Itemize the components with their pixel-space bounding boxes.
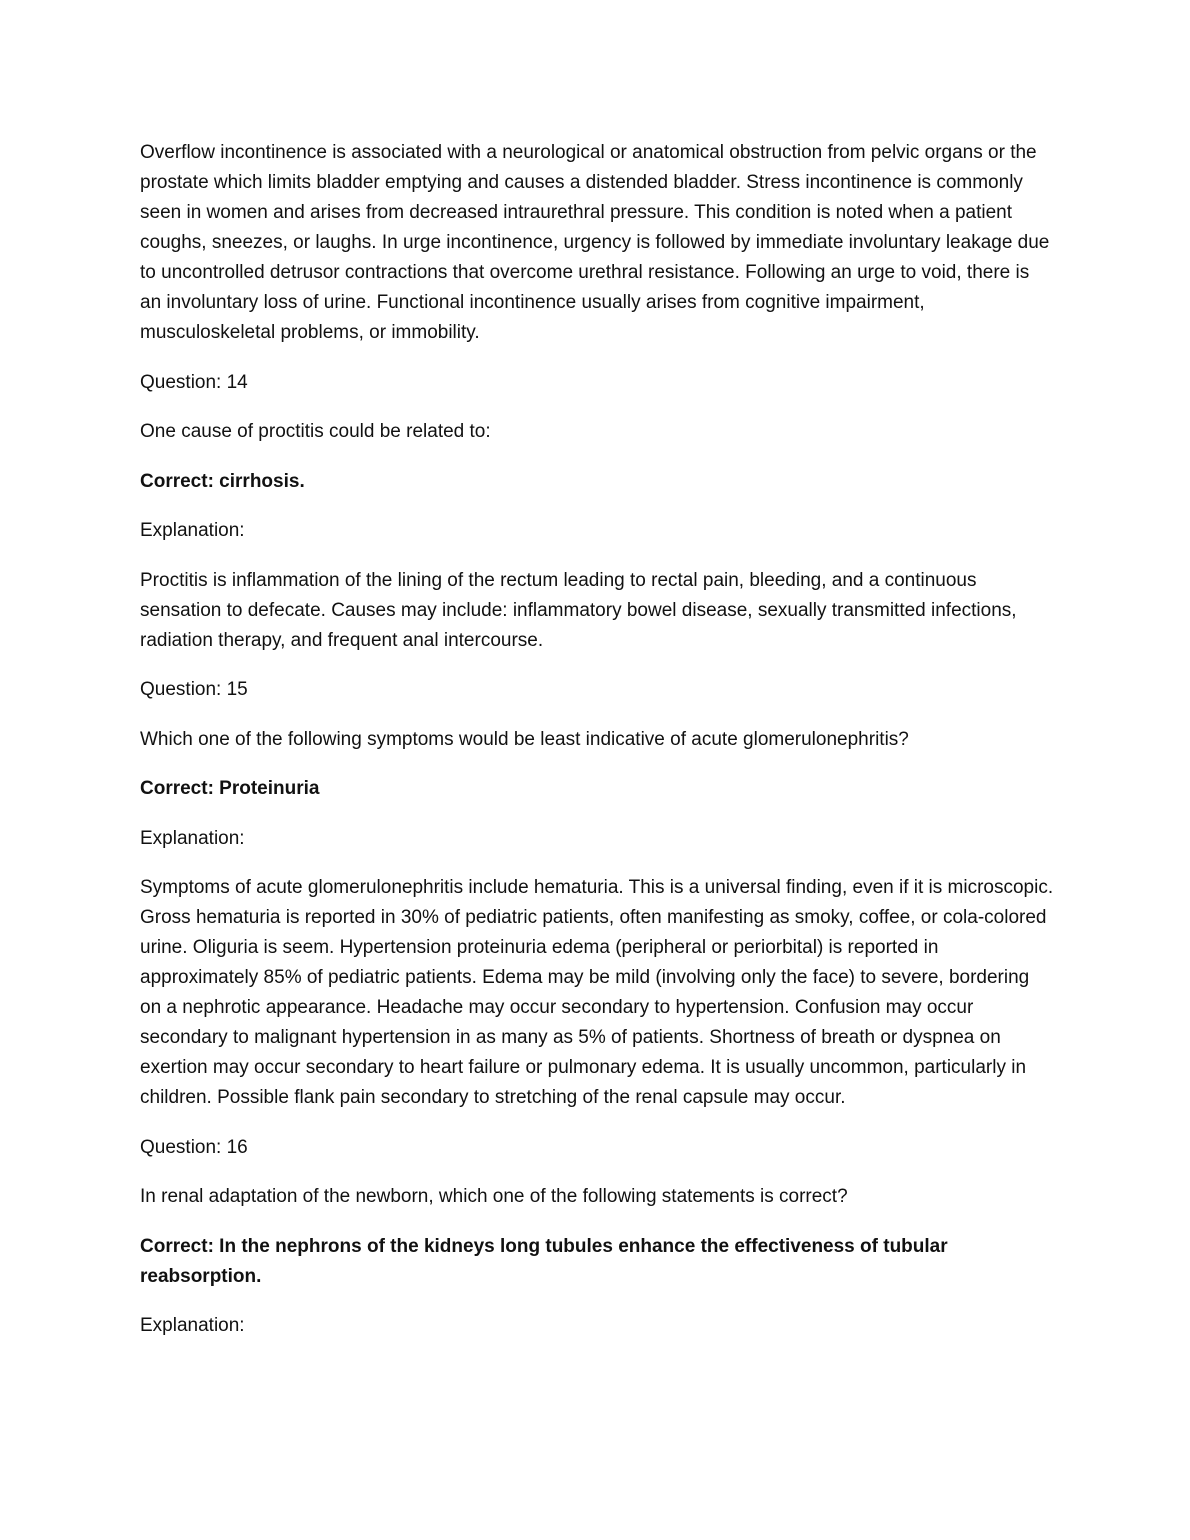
question-text: In renal adaptation of the newborn, which one of the following statements is correct? [140, 1186, 848, 1207]
explanation-text: Symptoms of acute glomerulonephritis include hematuria. This is a universal finding, even if it is microscopic. Gross hematuria is reported in 30% of pediatric patients, often manifesting as smoky, coffee, or cola-colored urine. Oliguria is seem. Hypertension proteinuria edema (peripheral or periorbital) is reported in approximately 85% of pediatric patients. Edema may be mild (involving only the face) to severe, bordering on a nephrotic appearance. Headache may occur secondary to hypertension. Confusion may occur secondary to malignant hypertension in as many as 5% of patients. Shortness of breath or dyspnea on exertion may occur secondary to heart failure or pulmonary edema. It is usually uncommon, particularly in children. Possible flank pain secondary to stretching of the renal capsule may occur. [140, 877, 1054, 1108]
question-number: Question: 14 [140, 371, 248, 393]
intro-paragraph: Overflow incontinence is associated with a neurological or anatomical obstruction from pelvic organs or the prostate which limits bladder emptying and causes a distended bladder. Stress incontinence is commonly seen in women and arises from decreased intraurethral pressure. This condition is noted when a patient coughs, sneezes, or laughs. In urge incontinence, urgency is followed by immediate involuntary leakage due to uncontrolled detrusor contractions that overcome urethral resistance. Following an urge to void, there is an involuntary loss of urine. Functional incontinence usually arises from cognitive impairment, musculoskeletal problems, or immobility. [140, 142, 1050, 343]
question-block-16 [140, 1133, 1055, 1342]
question-number: Question: 15 [140, 679, 248, 700]
correct-answer: Correct: Proteinuria [140, 778, 320, 799]
explanation-text: Proctitis is inflammation of the lining of the rectum leading to rectal pain, bleeding, and a continuous sensation to defecate. Causes may include: inflammatory bowel disease, sexually transmitted infections, radiation therapy, and frequent anal intercourse. [140, 569, 1017, 651]
question-text: One cause of proctitis could be related to: [140, 421, 491, 442]
explanation-label: Explanation: [140, 827, 245, 849]
correct-answer: Correct: In the nephrons of the kidneys long tubules enhance the effectiveness of tubular reabsorption. [140, 1235, 948, 1287]
correct-answer: Correct: cirrhosis. [140, 470, 305, 492]
question-text: Which one of the following symptoms would be least indicative of acute glomerulonephritis? [140, 728, 909, 750]
question-block-14 [140, 368, 1055, 656]
question-block-15 [140, 675, 1055, 1113]
explanation-label: Explanation: [140, 520, 245, 541]
document-page [140, 138, 1055, 1361]
explanation-label: Explanation: [140, 1315, 245, 1336]
question-number: Question: 16 [140, 1136, 248, 1158]
